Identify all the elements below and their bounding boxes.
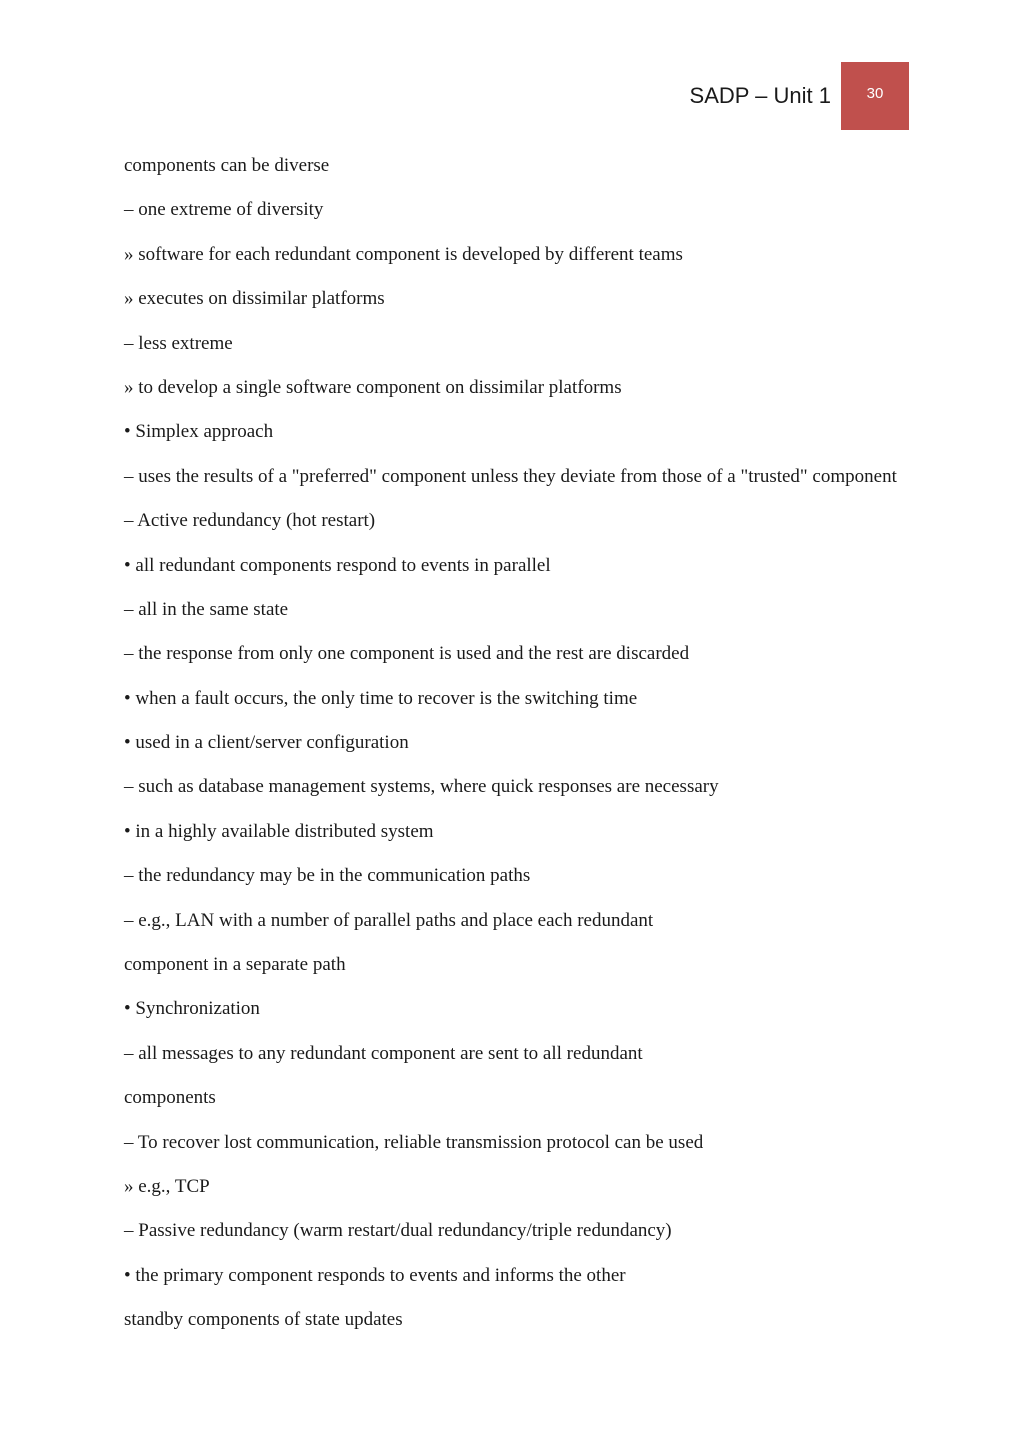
text-line: – less extreme — [124, 332, 233, 354]
text-line: • used in a client/server configuration — [124, 732, 409, 754]
text-line: • Synchronization — [124, 998, 260, 1020]
page-number: 30 — [866, 85, 884, 102]
page-header — [0, 0, 1024, 140]
text-line: – e.g., LAN with a number of parallel paths and place each redundant — [124, 909, 654, 931]
text-line: – the redundancy may be in the communication paths — [124, 865, 531, 887]
text-line: • the primary component responds to events and informs the other — [124, 1264, 626, 1286]
text-line: – all messages to any redundant component are sent to all redundant — [124, 1042, 643, 1064]
text-line: components — [124, 1087, 216, 1109]
page-number-badge — [841, 62, 909, 130]
text-line: » executes on dissimilar platforms — [124, 288, 385, 310]
text-line: – all in the same state — [124, 598, 289, 620]
text-line: • in a highly available distributed system — [124, 820, 434, 842]
text-line: – the response from only one component is used and the rest are discarded — [124, 643, 690, 665]
text-line: – one extreme of diversity — [124, 199, 324, 221]
text-line: – To recover lost communication, reliable transmission protocol can be used — [124, 1131, 704, 1153]
header-title: SADP – Unit 1 — [689, 83, 831, 108]
text-line: • all redundant components respond to events in parallel — [124, 554, 551, 576]
text-line: – Passive redundancy (warm restart/dual redundancy/triple redundancy) — [124, 1220, 672, 1242]
text-line: » software for each redundant component is developed by different teams — [124, 243, 683, 265]
text-line: » e.g., TCP — [124, 1175, 210, 1197]
text-line: – uses the results of a "preferred" component unless they deviate from those of a "trusted" component — [124, 465, 897, 487]
text-line: standby components of state updates — [124, 1309, 403, 1331]
text-line: • Simplex approach — [124, 421, 274, 443]
text-line: • when a fault occurs, the only time to recover is the switching time — [124, 687, 638, 709]
text-line: » to develop a single software component on dissimilar platforms — [124, 376, 622, 398]
document-body — [124, 152, 900, 1351]
text-line: components can be diverse — [124, 155, 330, 176]
text-line: – Active redundancy (hot restart) — [124, 510, 376, 532]
text-line: component in a separate path — [124, 954, 346, 976]
text-line: – such as database management systems, where quick responses are necessary — [124, 776, 719, 798]
